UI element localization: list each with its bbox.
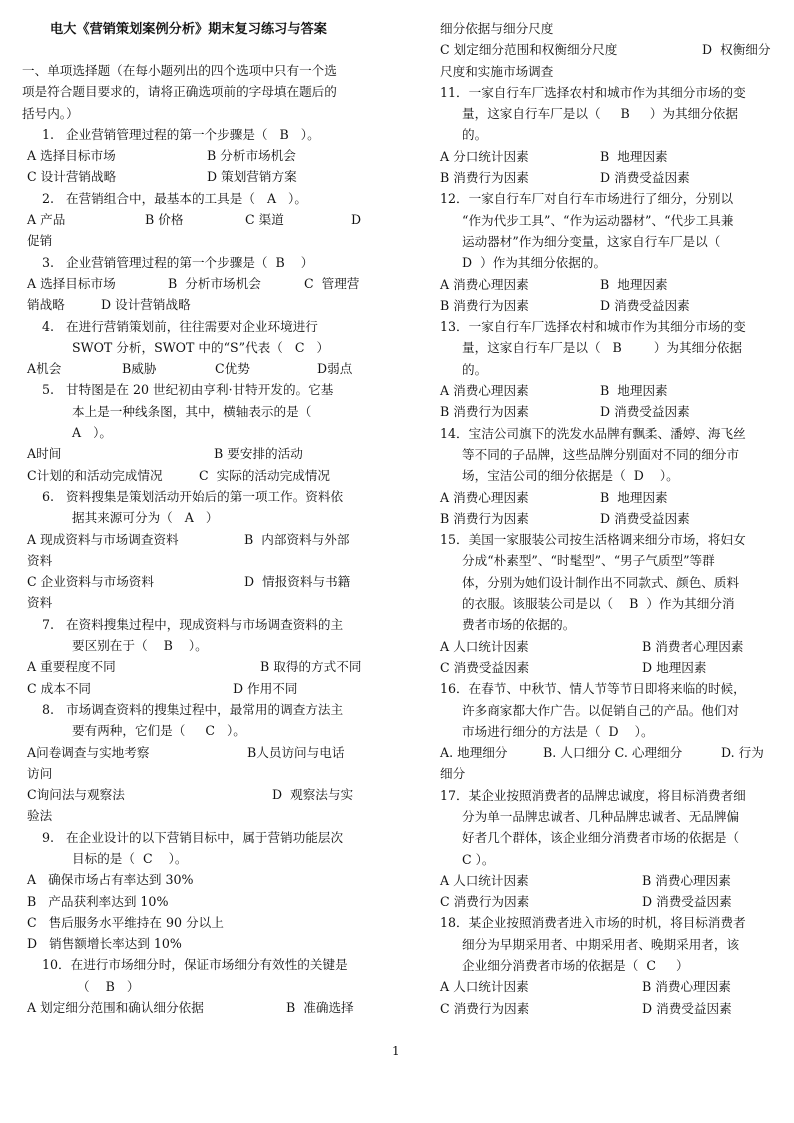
question-17-options xyxy=(440,891,776,912)
section-heading-line: 项是符合题目要求的，请将正确选项前的字母填在题后的 xyxy=(22,84,337,100)
option: D 消费受益因素 xyxy=(600,404,690,420)
question-15-cont: 体，分别为她们设计制作出不同款式、颜色、质料 xyxy=(462,574,740,590)
option: A 划定细分范围和确认细分依据 xyxy=(27,1000,204,1016)
option: A. 地理细分 xyxy=(440,745,508,761)
question-7-cont: 要区别在于（ B ）。 xyxy=(72,638,208,654)
question-10: 10．在进行市场细分时，保证市场细分有效性的关键是 xyxy=(42,957,348,973)
option: B 产品获利率达到 10% xyxy=(27,893,169,909)
option: B 消费心理因素 xyxy=(642,872,731,888)
option: D 地理因素 xyxy=(642,659,707,675)
page-number: 1 xyxy=(392,1044,400,1058)
question-15-cont: 的衣服。该服装公司是以（ B ）作为其细分消 xyxy=(462,596,735,612)
question-6-cont: 据其来源可分为（ A ） xyxy=(72,510,219,526)
question-17: 17．某企业按照消费者的品牌忠诚度，将目标消费者细 xyxy=(440,787,746,803)
question-7-options xyxy=(22,678,388,699)
question-15-cont: 分成“朴素型”、“时髦型”、“男子气质型”等群 xyxy=(462,553,715,569)
question-13: 13．一家自行车厂选择农村和城市作为其细分市场的变 xyxy=(440,319,746,335)
question-18-cont: 企业细分消费者市场的依据是（ C ） xyxy=(462,958,689,974)
question-14-options xyxy=(440,487,776,508)
question-4: 4. 在进行营销策划前，往往需要对企业环境进行 xyxy=(42,318,318,334)
question-12: 12．一家自行车厂对自行车市场进行了细分，分别以 xyxy=(440,191,734,207)
option: C 消费受益因素 xyxy=(440,659,530,675)
question-7-options xyxy=(22,656,388,677)
question-17-cont: C ）。 xyxy=(462,851,495,867)
option: D xyxy=(351,212,362,228)
question-7: 7. 在资料搜集过程中，现成资料与市场调查资料的主 xyxy=(42,616,344,632)
option: D 消费受益因素 xyxy=(600,510,690,526)
option: A 选择目标市场 xyxy=(27,148,116,164)
option: C 售后服务水平维持在 90 分以上 xyxy=(27,914,224,930)
option: A 分口统计因素 xyxy=(440,148,529,164)
question-17-options xyxy=(440,870,776,891)
question-11-cont: 量，这家自行车厂是以（ B ）为其细分依据 xyxy=(462,106,738,122)
option: B. 人口细分 C. 心理细分 xyxy=(543,745,683,761)
question-6-options xyxy=(22,529,388,550)
document-title: 电大《营销策划案例分析》期末复习练习与答案 xyxy=(50,22,327,37)
right-column xyxy=(440,18,776,1019)
option: D 作用不同 xyxy=(233,680,298,696)
question-3-options xyxy=(22,294,388,315)
option: D弱点 xyxy=(317,361,353,377)
question-13-options xyxy=(440,401,776,422)
option: B 地理因素 xyxy=(600,148,668,164)
option: A 产品 xyxy=(27,212,66,228)
option-wrap: 细分依据与细分尺度 xyxy=(440,21,554,36)
question-11: 11．一家自行车厂选择农村和城市作为其细分市场的变 xyxy=(440,84,746,100)
section-heading-line: 括号内。） xyxy=(22,105,79,121)
question-16: 16．在春节、中秋节、情人节等节日即将来临的时候， xyxy=(440,681,746,697)
option: D 消费受益因素 xyxy=(600,170,690,186)
question-4-cont: SWOT 分析，SWOT 中的“S”代表（ C ） xyxy=(72,339,330,355)
option: A 消费心理因素 xyxy=(440,489,529,505)
question-17-cont: 好者几个群体，该企业细分消费者市场的依据是（ xyxy=(462,830,740,846)
question-5-cont: A ）。 xyxy=(72,425,112,441)
question-11-options xyxy=(440,167,776,188)
question-8-options xyxy=(22,784,388,805)
option: D 情报资料与书籍 xyxy=(244,574,351,590)
option: B 地理因素 xyxy=(600,276,668,292)
question-5: 5. 甘特图是在 20 世纪初由亨利·甘特开发的。它基 xyxy=(42,382,334,398)
option: C优势 xyxy=(215,361,250,377)
option: C询问法与观察法 xyxy=(27,787,125,803)
option: B 地理因素 xyxy=(600,489,668,505)
option: A 重要程度不同 xyxy=(27,659,116,675)
question-14-options xyxy=(440,508,776,529)
question-2: 2. 在营销组合中，最基本的工具是（ A ）。 xyxy=(42,190,307,206)
option: B 消费行为因素 xyxy=(440,510,529,526)
section-heading: 一、单项选择题（在每小题列出的四个选项中只有一个选 xyxy=(22,63,337,78)
option: D. 行为 xyxy=(721,745,764,761)
option: B 价格 xyxy=(145,212,184,228)
option-wrap: 资料 xyxy=(27,552,53,568)
option: B 准确选择 xyxy=(286,1000,354,1016)
question-10-options xyxy=(440,39,776,60)
option: C 企业资料与市场资料 xyxy=(27,574,154,590)
question-5-options xyxy=(22,465,388,486)
option: B 消费行为因素 xyxy=(440,404,529,420)
option: B人员访问与电话 xyxy=(247,744,345,760)
question-11-cont: 的。 xyxy=(462,127,488,143)
left-column xyxy=(22,18,388,1018)
option: C 成本不同 xyxy=(27,680,92,696)
option: A时间 xyxy=(27,446,62,462)
question-10-options xyxy=(22,997,388,1018)
option: C 管理营 xyxy=(304,275,360,291)
question-3-options xyxy=(22,273,388,294)
question-13-cont: 量，这家自行车厂是以（ B ）为其细分依据 xyxy=(462,340,742,356)
question-9: 9. 在企业设计的以下营销目标中，属于营销功能层次 xyxy=(42,829,344,845)
option: C 消费行为因素 xyxy=(440,1000,530,1016)
option: C 渠道 xyxy=(245,212,284,228)
option: A问卷调查与实地考察 xyxy=(27,744,150,760)
option: D 策划营销方案 xyxy=(207,169,297,185)
option: C计划的和活动完成情况 xyxy=(27,467,163,483)
option: 销战略 xyxy=(27,297,65,313)
question-13-cont: 的。 xyxy=(462,361,488,377)
question-16-cont: 许多商家都大作广告。以促销自己的产品。他们对 xyxy=(462,702,740,718)
option: B 要安排的活动 xyxy=(214,446,303,462)
question-1-options xyxy=(22,166,388,187)
question-4-options xyxy=(22,358,388,379)
question-17-cont: 分为单一品牌忠诚者、几种品牌忠诚者、无品牌偏 xyxy=(462,808,740,824)
question-15: 15．美国一家服装公司按生活格调来细分市场，将妇女 xyxy=(440,532,746,548)
question-1: 1. 企业营销管理过程的第一个步骤是（ B ）。 xyxy=(42,126,320,142)
question-16-options xyxy=(440,742,776,763)
option: A 现成资料与市场调查资料 xyxy=(27,531,179,547)
option: D 观察法与实 xyxy=(272,787,354,803)
question-11-options xyxy=(440,146,776,167)
option: B 消费行为因素 xyxy=(440,297,529,313)
option: D 权衡细分 xyxy=(702,42,771,58)
question-16-cont: 市场进行细分的方法是（ D ）。 xyxy=(462,723,654,739)
option: B 分析市场机会 xyxy=(207,148,296,164)
option: B 分析市场机会 xyxy=(168,275,261,291)
question-15-options xyxy=(440,636,776,657)
question-5-options xyxy=(22,443,388,464)
option: B 消费行为因素 xyxy=(440,170,529,186)
option-wrap: 细分 xyxy=(440,766,466,782)
option: B 地理因素 xyxy=(600,383,668,399)
option: C 设计营销战略 xyxy=(27,169,117,185)
option: A 选择目标市场 xyxy=(27,275,116,291)
question-18-cont: 细分为早期采用者、中期采用者、晚期采用者，该 xyxy=(462,936,740,952)
question-13-options xyxy=(440,380,776,401)
question-15-options xyxy=(440,657,776,678)
question-14-cont: 场，宝洁公司的细分依据是（ D ）。 xyxy=(462,468,679,484)
question-18-options xyxy=(440,998,776,1019)
option-wrap: 尺度和实施市场调查 xyxy=(440,63,554,79)
option: A 确保市场占有率达到 30% xyxy=(27,872,194,888)
option-wrap: 验法 xyxy=(27,808,53,824)
option: B 消费者心理因素 xyxy=(642,638,744,654)
question-12-cont: “作为代步工具”、“作为运动器材”、“代步工具兼 xyxy=(462,212,734,228)
option: A 消费心理因素 xyxy=(440,383,529,399)
question-12-options xyxy=(440,295,776,316)
question-18-options xyxy=(440,976,776,997)
option: C 实际的活动完成情况 xyxy=(199,467,330,483)
option: D 设计营销战略 xyxy=(101,297,191,313)
option: A 消费心理因素 xyxy=(440,276,529,292)
question-12-cont: D ）作为其细分依据的。 xyxy=(462,255,607,271)
option: C 划定细分范围和权衡细分尺度 xyxy=(440,42,618,58)
option: D 消费受益因素 xyxy=(600,297,690,313)
question-1-options xyxy=(22,145,388,166)
option-wrap: 访问 xyxy=(27,765,53,781)
question-6-options xyxy=(22,571,388,592)
question-8-options xyxy=(22,742,388,763)
question-14: 14．宝洁公司旗下的洗发水品牌有飘柔、潘婷、海飞丝 xyxy=(440,425,746,441)
option: D 销售额增长率达到 10% xyxy=(27,936,182,952)
option: A 人口统计因素 xyxy=(440,872,529,888)
option: A 人口统计因素 xyxy=(440,979,529,995)
question-8-cont: 要有两种，它们是（ C ）。 xyxy=(72,723,246,739)
question-14-cont: 等不同的子品牌，这些品牌分别面对不同的细分市 xyxy=(462,446,740,462)
option: D 消费受益因素 xyxy=(642,1000,732,1016)
question-8: 8. 市场调查资料的搜集过程中，最常用的调查方法主 xyxy=(42,701,344,717)
option: D 消费受益因素 xyxy=(642,894,732,910)
question-12-cont: 运动器材”作为细分变量，这家自行车厂是以（ xyxy=(462,233,721,249)
question-18: 18．某企业按照消费者进入市场的时机，将目标消费者 xyxy=(440,915,746,931)
question-3: 3. 企业营销管理过程的第一个步骤是（ B ） xyxy=(42,254,314,270)
option: A 人口统计因素 xyxy=(440,638,529,654)
question-12-options xyxy=(440,274,776,295)
question-15-cont: 费者市场的依据的。 xyxy=(462,617,576,633)
option: B 内部资料与外部 xyxy=(244,531,350,547)
option: B威胁 xyxy=(122,361,157,377)
question-5-cont: 本上是一种线条图，其中，横轴表示的是（ xyxy=(72,403,312,419)
option: A机会 xyxy=(27,361,62,377)
option-wrap: 促销 xyxy=(27,233,53,249)
question-9-cont: 目标的是（ C ）。 xyxy=(72,850,188,866)
option: B 取得的方式不同 xyxy=(260,659,362,675)
question-2-options xyxy=(22,209,388,230)
option-wrap: 资料 xyxy=(27,595,53,611)
question-10-cont: （ B ） xyxy=(77,978,140,994)
question-6: 6. 资料搜集是策划活动开始后的第一项工作。资料依 xyxy=(42,488,344,504)
option: B 消费心理因素 xyxy=(642,979,731,995)
option: C 消费行为因素 xyxy=(440,894,530,910)
